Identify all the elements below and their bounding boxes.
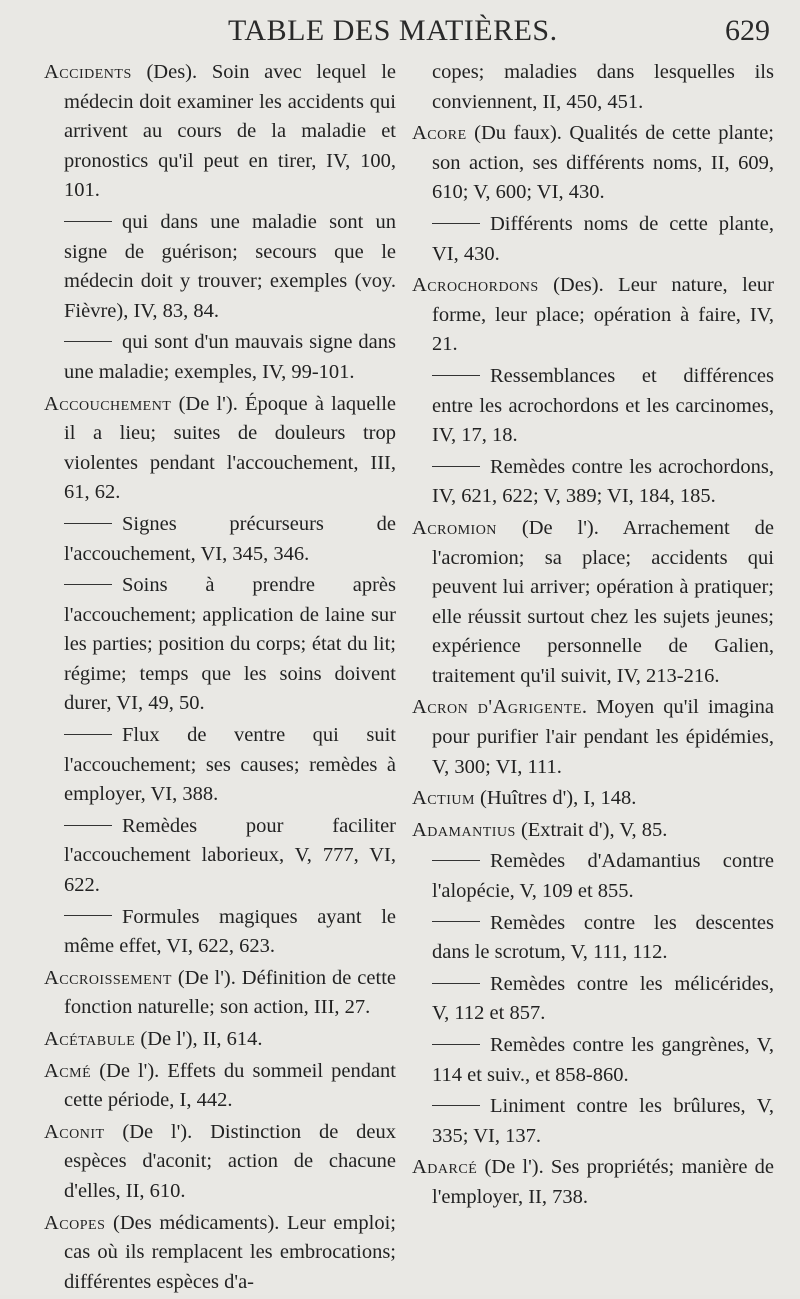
index-entry [412, 816, 774, 846]
repeat-dash [432, 1044, 480, 1045]
index-subentry [412, 970, 774, 1029]
entry-text: Remèdes contre les acrochordons, IV, 621, 622; V, 389; VI, 184, 185. [432, 455, 774, 508]
index-entry [412, 119, 774, 208]
index-entry [44, 1209, 396, 1298]
entry-text: (Des). Soin avec lequel le médecin doit examiner les accidents qui arrivent au cours de la maladie et pronostics qu'il peut en tirer, IV, 100, 101. [64, 61, 396, 202]
entry-text: Signes précurseurs de l'accouchement, VI, 345, 346. [64, 512, 396, 565]
index-entry [412, 693, 774, 782]
entry-headword: Actium [412, 787, 475, 810]
index-subentry [44, 721, 396, 810]
index-entry [412, 271, 774, 360]
index-entry [44, 1025, 396, 1055]
entry-headword: Acopes [44, 1211, 106, 1234]
entry-headword: Adamantius [412, 818, 516, 841]
entry-text: Remèdes pour faciliter l'accouchement laborieux, V, 777, VI, 622. [64, 814, 396, 897]
index-subentry [44, 208, 396, 326]
right-column [412, 58, 774, 1215]
repeat-dash [64, 221, 112, 222]
entry-text: Soins à prendre après l'accouchement; application de laine sur les parties; position du corps; état du lit; régime; temps que les soins doivent durer, VI, 49, 50. [64, 574, 396, 715]
repeat-dash [64, 341, 112, 342]
entry-headword: Accroissement [44, 966, 172, 989]
repeat-dash [64, 584, 112, 585]
entry-text: Remèdes contre les descentes dans le scrotum, V, 111, 112. [432, 911, 774, 964]
repeat-dash [432, 983, 480, 984]
entry-text: (De l'). Arrachement de l'acromion; sa place; accidents qui peuvent lui arriver; opération à pratiquer; elle réussit surtout chez les sujets jeunes; expérience personnelle de Galien, traitement qu'il suivit, IV, 213-216. [432, 516, 774, 687]
running-title: TABLE DES MATIÈRES. [228, 14, 558, 47]
index-subentry [412, 1031, 774, 1090]
entry-text: . Moyen qu'il imagina pour purifier l'air pendant les épidémies, V, 300; VI, 111. [432, 696, 774, 778]
page-header [0, 14, 800, 54]
entry-text: (Huîtres d'), I, 148. [474, 787, 637, 810]
repeat-dash [64, 825, 112, 826]
index-subentry [44, 510, 396, 569]
entry-text: (De l'). Effets du sommeil pendant cette période, I, 442. [64, 1059, 396, 1112]
entry-text: (Des). Leur nature, leur forme, leur place; opération à faire, IV, 21. [432, 274, 774, 356]
entry-headword: Accidents [44, 61, 132, 83]
index-entry [44, 964, 396, 1023]
repeat-dash [432, 223, 480, 224]
entry-headword: Acromion [412, 516, 497, 539]
entry-text: Ressemblances et différences entre les acrochordons et les carcinomes, IV, 17, 18. [432, 364, 774, 447]
entry-text: Différents noms de cette plante, VI, 430. [432, 212, 774, 265]
entry-headword: Acétabule [44, 1028, 136, 1050]
entry-text: (Des médicaments). Leur emploi; cas où ils remplacent les embrocations; différentes espèces d'a- [64, 1211, 396, 1293]
index-subentry [412, 210, 774, 269]
entry-text: qui dans une maladie sont un signe de guérison; secours que le médecin doit y trouver; exemples (voy. Fièvre), IV, 83, 84. [64, 210, 396, 322]
left-column [44, 58, 396, 1299]
page-number: 629 [725, 14, 770, 47]
entry-headword: Aconit [44, 1120, 105, 1143]
entry-text: (Du faux). Qualités de cette plante; son action, ses différents noms, II, 609, 610; V, 600; VI, 430. [432, 122, 774, 204]
entry-headword: Adarcé [412, 1156, 478, 1179]
entry-text: Remèdes contre les mélicérides, V, 112 et 857. [432, 972, 774, 1025]
index-subentry [412, 453, 774, 512]
entry-headword: Acron d'Agrigente [412, 696, 582, 719]
entry-headword: Acmé [44, 1059, 92, 1082]
entry-headword: Acrochordons [412, 274, 539, 297]
entry-text: copes; maladies dans lesquelles ils conviennent, II, 450, 451. [432, 61, 774, 113]
entry-text: (De l'). Distinction de deux espèces d'aconit; action de chacune d'elles, II, 610. [64, 1120, 396, 1202]
entry-text: Flux de ventre qui suit l'accouchement; ses causes; remèdes à employer, VI, 388. [64, 724, 396, 806]
repeat-dash [64, 523, 112, 524]
index-entry [44, 1057, 396, 1116]
entry-text: (De l'). Définition de cette fonction naturelle; son action, III, 27. [64, 966, 396, 1019]
repeat-dash [432, 1105, 480, 1106]
index-subentry [44, 328, 396, 387]
entry-text: (Extrait d'), V, 85. [515, 818, 668, 841]
index-subentry [44, 571, 396, 719]
index-entry [412, 1153, 774, 1212]
index-subentry [44, 812, 396, 901]
entry-headword: Acore [412, 122, 467, 145]
entry-text: Liniment contre les brûlures, V, 335; VI, 137. [432, 1095, 774, 1147]
repeat-dash [432, 375, 480, 376]
index-entry [44, 1118, 396, 1207]
index-entry [412, 784, 774, 814]
repeat-dash [64, 734, 112, 735]
index-subentry [412, 909, 774, 968]
entry-headword: Accouchement [44, 392, 172, 415]
index-entry [412, 514, 774, 692]
entry-text: qui sont d'un mauvais signe dans une maladie; exemples, IV, 99-101. [64, 331, 396, 383]
entry-text: (De l'), II, 614. [135, 1028, 263, 1050]
entry-text: (De l'). Ses propriétés; manière de l'employer, II, 738. [432, 1156, 774, 1208]
entry-text: Formules magiques ayant le même effet, VI, 622, 623. [64, 905, 396, 958]
index-subentry [44, 903, 396, 962]
repeat-dash [432, 921, 480, 922]
entry-text: (De l'). Époque à laquelle il a lieu; suites de douleurs trop violentes pendant l'accouchement, III, 61, 62. [64, 392, 396, 504]
repeat-dash [432, 860, 480, 861]
index-subentry [412, 847, 774, 906]
index-entry-continuation [412, 58, 774, 117]
entry-text: Remèdes contre les gangrènes, V, 114 et suiv., et 858-860. [432, 1034, 774, 1086]
entry-text: Remèdes d'Adamantius contre l'alopécie, V, 109 et 855. [432, 850, 774, 903]
index-subentry [412, 1092, 774, 1151]
index-subentry [412, 362, 774, 451]
index-entry [44, 58, 396, 206]
repeat-dash [432, 466, 480, 467]
index-entry [44, 390, 396, 508]
repeat-dash [64, 915, 112, 916]
